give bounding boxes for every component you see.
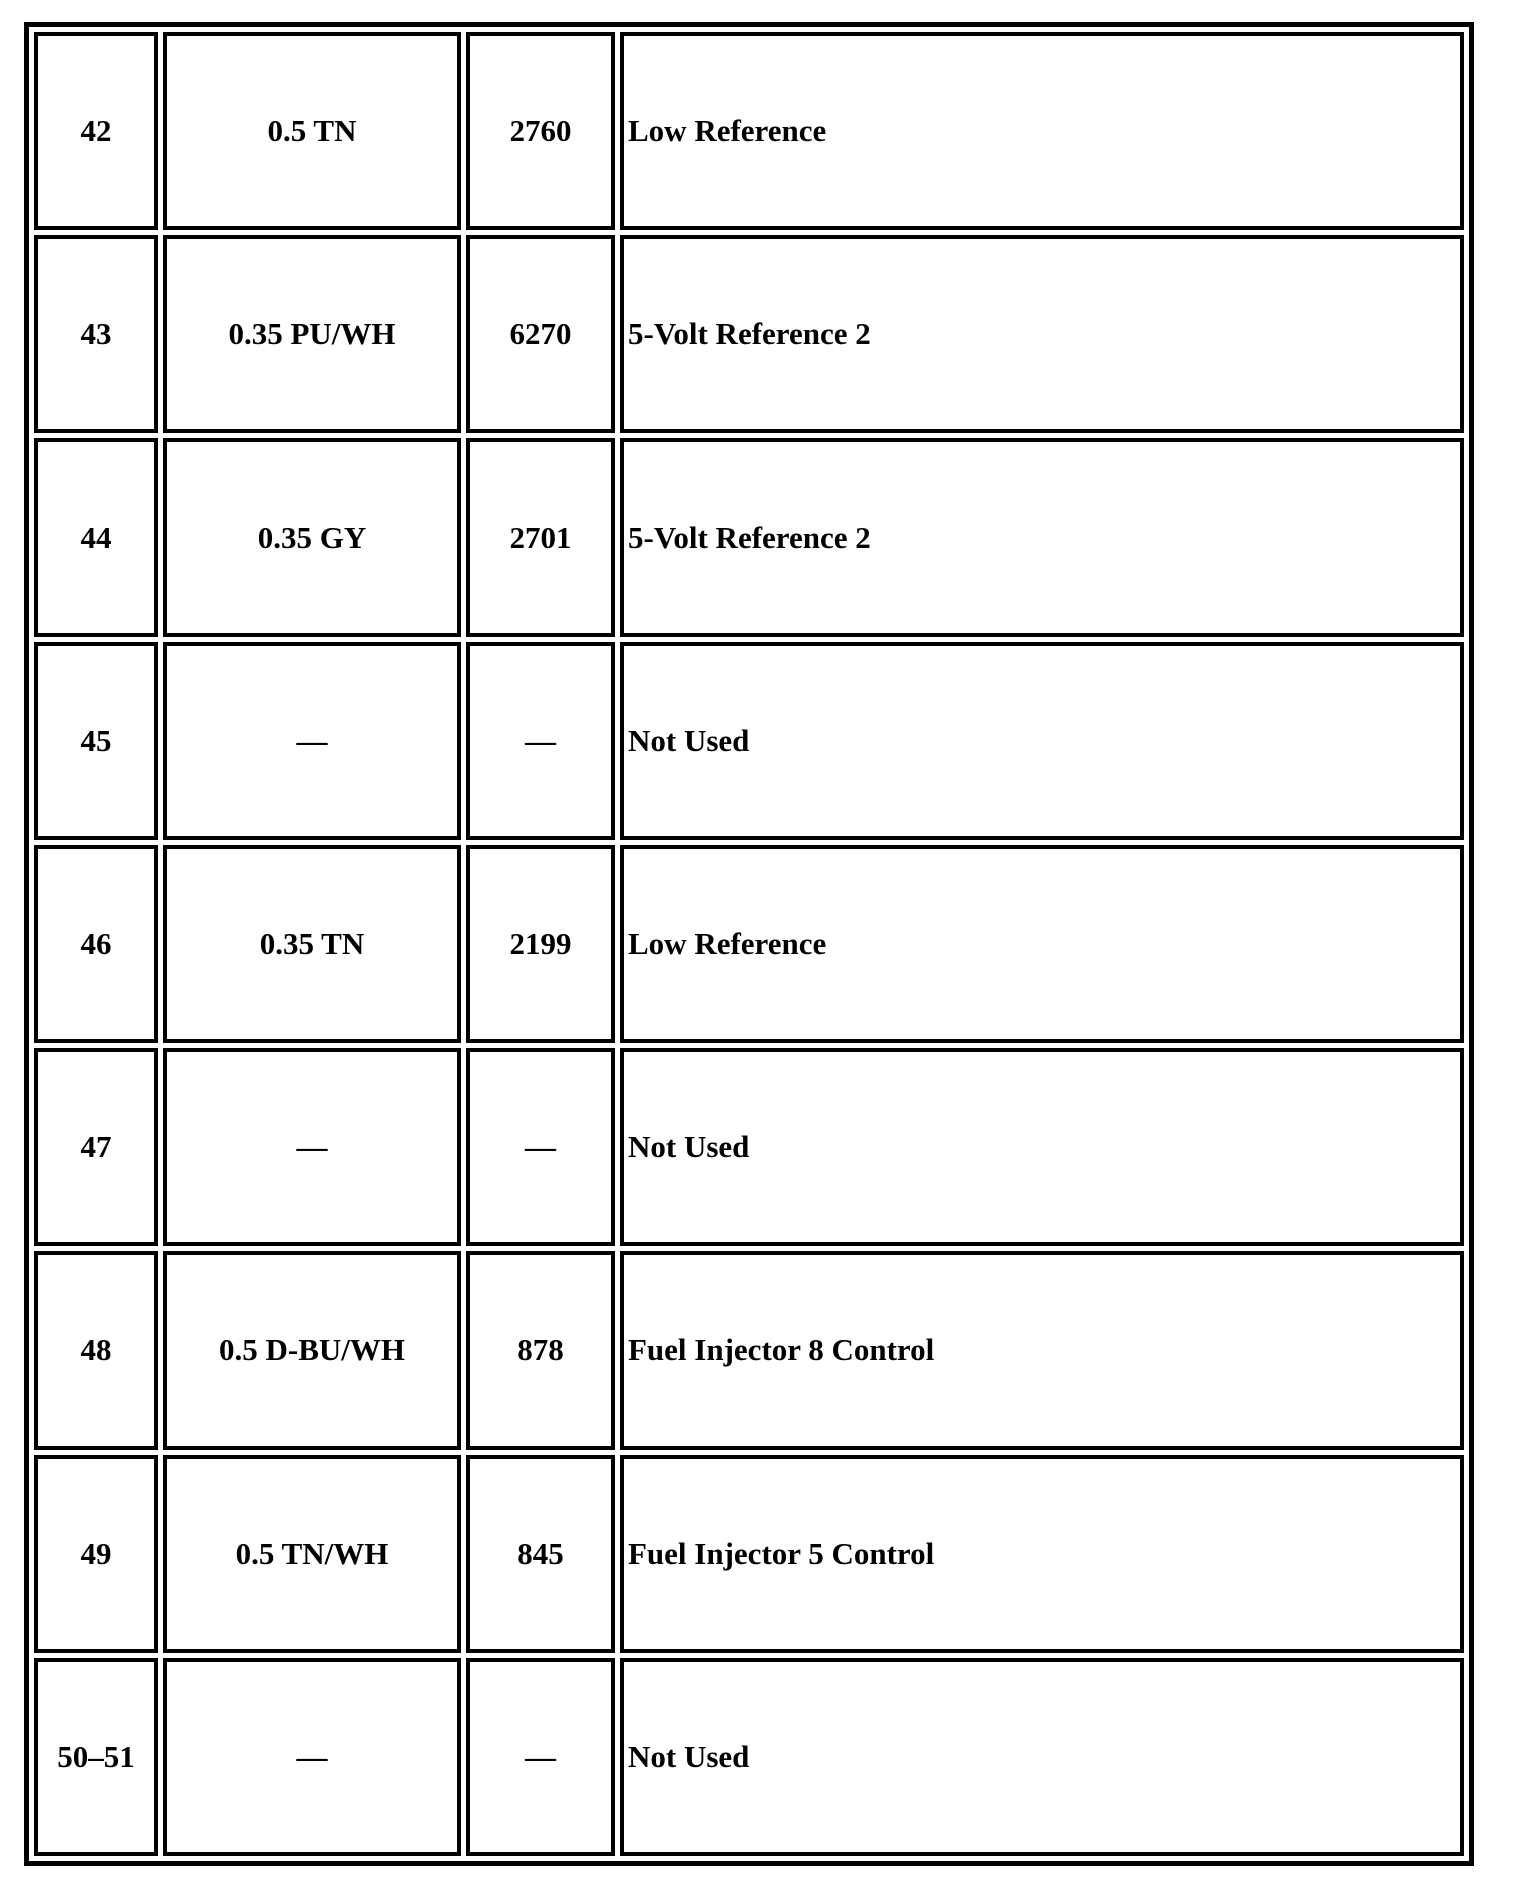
circuit-number-cell: 845 <box>466 1455 615 1653</box>
circuit-number-cell: 2199 <box>466 845 615 1043</box>
function-cell: 5-Volt Reference 2 <box>620 438 1464 636</box>
function-cell: Not Used <box>620 642 1464 840</box>
connector-pinout-table <box>24 22 1474 1866</box>
pin-cell: 46 <box>34 845 158 1043</box>
pin-cell: 49 <box>34 1455 158 1653</box>
pin-cell: 50–51 <box>34 1658 158 1856</box>
function-cell: Fuel Injector 8 Control <box>620 1251 1464 1449</box>
wire-color-cell: — <box>163 1048 461 1246</box>
table-row <box>34 438 1464 636</box>
table-row <box>34 1048 1464 1246</box>
pin-cell: 48 <box>34 1251 158 1449</box>
pin-cell: 45 <box>34 642 158 840</box>
circuit-number-cell: — <box>466 642 615 840</box>
wire-color-cell: 0.5 TN <box>163 32 461 230</box>
wire-color-cell: — <box>163 642 461 840</box>
wire-color-cell: — <box>163 1658 461 1856</box>
table-row <box>34 845 1464 1043</box>
circuit-number-cell: 2701 <box>466 438 615 636</box>
wire-color-cell: 0.35 PU/WH <box>163 235 461 433</box>
table-row <box>34 235 1464 433</box>
function-cell: Not Used <box>620 1048 1464 1246</box>
table-row <box>34 642 1464 840</box>
pin-cell: 43 <box>34 235 158 433</box>
table-row <box>34 1658 1464 1856</box>
circuit-number-cell: 2760 <box>466 32 615 230</box>
function-cell: Low Reference <box>620 32 1464 230</box>
wire-color-cell: 0.35 GY <box>163 438 461 636</box>
pinout-table-grid <box>29 27 1469 1861</box>
pin-cell: 47 <box>34 1048 158 1246</box>
circuit-number-cell: 878 <box>466 1251 615 1449</box>
wire-color-cell: 0.5 TN/WH <box>163 1455 461 1653</box>
function-cell: Low Reference <box>620 845 1464 1043</box>
circuit-number-cell: — <box>466 1658 615 1856</box>
function-cell: Fuel Injector 5 Control <box>620 1455 1464 1653</box>
circuit-number-cell: — <box>466 1048 615 1246</box>
wire-color-cell: 0.35 TN <box>163 845 461 1043</box>
function-cell: Not Used <box>620 1658 1464 1856</box>
wire-color-cell: 0.5 D-BU/WH <box>163 1251 461 1449</box>
function-cell: 5-Volt Reference 2 <box>620 235 1464 433</box>
table-row <box>34 32 1464 230</box>
table-row <box>34 1455 1464 1653</box>
pin-cell: 44 <box>34 438 158 636</box>
circuit-number-cell: 6270 <box>466 235 615 433</box>
pin-cell: 42 <box>34 32 158 230</box>
table-row <box>34 1251 1464 1449</box>
